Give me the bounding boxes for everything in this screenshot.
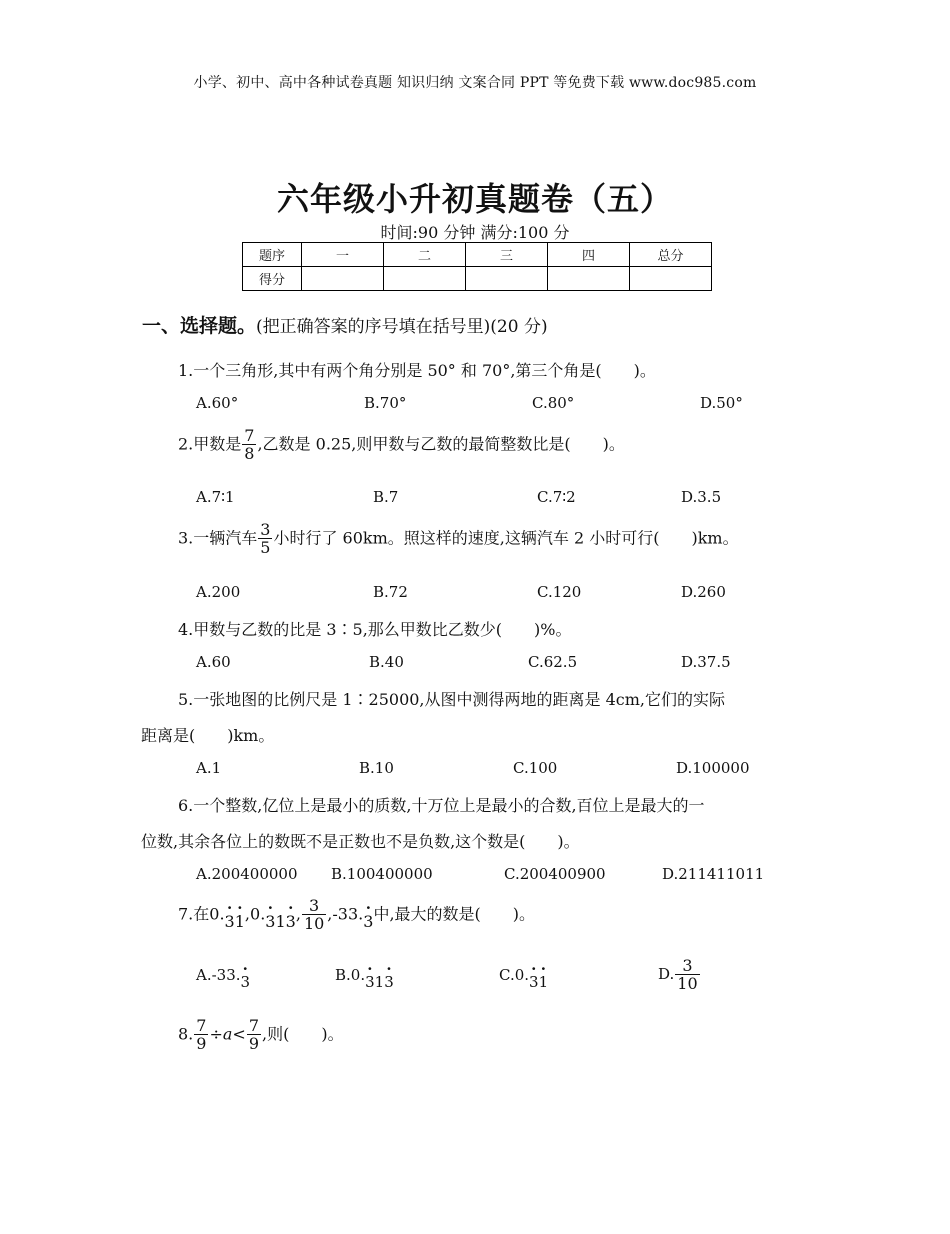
q8-f2-denominator: 9 bbox=[248, 1034, 259, 1053]
q7-n1-repeat-end: · 1 bbox=[235, 912, 245, 931]
q7-n1-int: 0. bbox=[209, 904, 225, 924]
q7-option-b-mid: 1 bbox=[374, 973, 385, 991]
question-2 bbox=[178, 428, 625, 462]
q1-option-b[interactable]: B.70° bbox=[364, 394, 407, 412]
q5-option-c[interactable]: C.100 bbox=[513, 759, 558, 777]
q7-n2-mid: 1 bbox=[275, 911, 286, 931]
score-cell[interactable] bbox=[548, 267, 630, 291]
q7-fraction-numerator: 3 bbox=[309, 896, 320, 915]
section-title: 一、选择题。 bbox=[142, 315, 257, 337]
question-6-line-1: 6.一个整数,亿位上是最小的质数,十万位上是最小的合数,百位上是最大的一 bbox=[178, 796, 705, 815]
q8-f1-denominator: 9 bbox=[196, 1034, 207, 1053]
q3-text-pre: 3.一辆汽车 bbox=[178, 528, 258, 548]
q3-fraction bbox=[258, 522, 272, 556]
q3-text-post: 小时行了 60km。照这样的速度,这辆汽车 2 小时可行( )km。 bbox=[273, 528, 739, 548]
q8-operator: ÷a< bbox=[209, 1024, 246, 1044]
q4-option-b[interactable]: B.40 bbox=[369, 653, 404, 671]
q8-f1-numerator: 7 bbox=[196, 1016, 207, 1035]
score-row-label: 得分 bbox=[243, 267, 302, 291]
q5-option-b[interactable]: B.10 bbox=[359, 759, 394, 777]
score-table bbox=[242, 242, 712, 291]
score-cell[interactable] bbox=[384, 267, 466, 291]
section-heading bbox=[142, 311, 548, 338]
q7-option-c-repeat-end: · 1 bbox=[539, 973, 549, 991]
q7-option-a[interactable] bbox=[196, 966, 251, 991]
score-table-label: 题序 bbox=[243, 243, 302, 267]
question-3 bbox=[178, 522, 739, 556]
q7-option-a-repeat: · 3 bbox=[241, 973, 251, 991]
q7-n1-repeat-start: · 3 bbox=[225, 912, 235, 931]
q7-n2-repeat-end: · 3 bbox=[286, 912, 296, 931]
q2-option-b[interactable]: B.7 bbox=[373, 488, 399, 506]
q6-option-a[interactable]: A.200400000 bbox=[196, 865, 298, 883]
q2-fraction-numerator: 7 bbox=[244, 426, 255, 445]
q6-option-c[interactable]: C.200400900 bbox=[504, 865, 606, 883]
q7-number-3 bbox=[332, 905, 373, 931]
question-1: 1.一个三角形,其中有两个角分别是 50° 和 70°,第三个角是( )。 bbox=[178, 361, 656, 380]
q7-n3-repeat: · 3 bbox=[363, 912, 373, 931]
question-5-line-1: 5.一张地图的比例尺是 1∶25000,从图中测得两地的距离是 4cm,它们的实际 bbox=[178, 690, 726, 709]
section-note: (把正确答案的序号填在括号里)(20 分) bbox=[256, 317, 548, 337]
q2-option-d[interactable]: D.3.5 bbox=[681, 488, 722, 506]
q2-text-post: ,乙数是 0.25,则甲数与乙数的最简整数比是( )。 bbox=[257, 434, 625, 454]
q7-text-post: 中,最大的数是( )。 bbox=[373, 904, 536, 924]
q6-option-d[interactable]: D.211411011 bbox=[662, 865, 765, 883]
q7-option-b-repeat-end: · 3 bbox=[384, 973, 394, 991]
q3-option-a[interactable]: A.200 bbox=[196, 583, 241, 601]
q7-n2-repeat-start: · 3 bbox=[265, 912, 275, 931]
q7-option-b-repeat-start: · 3 bbox=[365, 973, 375, 991]
score-col-1: 一 bbox=[302, 243, 384, 267]
q1-option-a[interactable]: A.60° bbox=[196, 394, 239, 412]
exam-time-score: 时间:90 分钟 满分:100 分 bbox=[380, 223, 570, 242]
q7-option-b[interactable] bbox=[335, 966, 394, 991]
score-table-header-row bbox=[243, 243, 712, 267]
score-col-total: 总分 bbox=[630, 243, 712, 267]
q7-option-c-repeat-start: · 3 bbox=[529, 973, 539, 991]
q2-option-a[interactable]: A.7∶1 bbox=[196, 488, 235, 506]
question-4: 4.甲数与乙数的比是 3∶5,那么甲数比乙数少( )%。 bbox=[178, 620, 572, 639]
score-col-4: 四 bbox=[548, 243, 630, 267]
q5-option-d[interactable]: D.100000 bbox=[676, 759, 750, 777]
question-7: 7.在0.· 3· 1,0.· 31· 3, $\frac{3}{10}$ ,-33.· 3中,最大的数是( )。 bbox=[178, 898, 535, 932]
q8-text-post: ,则( )。 bbox=[262, 1024, 344, 1044]
page-header: 小学、初中、高中各种试卷真题 知识归纳 文案合同 PPT 等免费下载 www.doc985.com bbox=[193, 75, 757, 91]
score-cell[interactable] bbox=[466, 267, 548, 291]
q7-option-d-fraction bbox=[675, 958, 699, 992]
q3-option-b[interactable]: B.72 bbox=[373, 583, 408, 601]
q3-option-c[interactable]: C.120 bbox=[537, 583, 582, 601]
q7-n3-int: -33. bbox=[332, 904, 364, 924]
q8-fraction-2 bbox=[247, 1018, 261, 1052]
q2-option-c[interactable]: C.7∶2 bbox=[537, 488, 576, 506]
q8-fraction-1 bbox=[194, 1018, 208, 1052]
q7-option-b-label: B.0. bbox=[335, 966, 366, 984]
q6-option-b[interactable]: B.100400000 bbox=[331, 865, 433, 883]
q7-option-d-label: D. bbox=[658, 965, 675, 983]
q7-fraction bbox=[302, 898, 326, 932]
score-col-3: 三 bbox=[466, 243, 548, 267]
q2-fraction-denominator: 8 bbox=[244, 444, 255, 463]
q2-text-pre: 2.甲数是 bbox=[178, 434, 242, 454]
score-col-2: 二 bbox=[384, 243, 466, 267]
question-6-line-2: 位数,其余各位上的数既不是正数也不是负数,这个数是( )。 bbox=[141, 832, 580, 851]
question-5-line-2: 距离是( )km。 bbox=[141, 726, 275, 745]
q4-option-a[interactable]: A.60 bbox=[196, 653, 231, 671]
q2-fraction bbox=[242, 428, 256, 462]
q3-fraction-numerator: 3 bbox=[260, 520, 271, 539]
question-8: 8. $\frac{7}{9}$ ÷a< $\frac{7}{9}$ ,则( )。 bbox=[178, 1016, 344, 1053]
q1-option-d[interactable]: D.50° bbox=[700, 394, 743, 412]
q7-fraction-denominator: 10 bbox=[303, 914, 325, 933]
q7-text-pre: 7.在 bbox=[178, 904, 210, 924]
q7-n2-int: 0. bbox=[250, 904, 266, 924]
q3-fraction-denominator: 5 bbox=[260, 538, 271, 557]
page-title: 六年级小升初真题卷（五） bbox=[276, 180, 673, 218]
q7-option-c-label: C.0. bbox=[499, 966, 530, 984]
q5-option-a[interactable]: A.1 bbox=[196, 759, 222, 777]
score-cell[interactable] bbox=[630, 267, 712, 291]
score-cell[interactable] bbox=[302, 267, 384, 291]
q4-option-d[interactable]: D.37.5 bbox=[681, 653, 731, 671]
q7-option-a-label: A.-33. bbox=[196, 966, 241, 984]
q1-option-c[interactable]: C.80° bbox=[532, 394, 575, 412]
q7-number-1 bbox=[209, 905, 245, 931]
q4-option-c[interactable]: C.62.5 bbox=[528, 653, 578, 671]
score-table-score-row bbox=[243, 267, 712, 291]
q7-number-2 bbox=[250, 905, 296, 931]
q7-option-c[interactable] bbox=[499, 966, 549, 991]
q7-option-d-denominator: 10 bbox=[677, 974, 698, 993]
q8-f2-numerator: 7 bbox=[248, 1016, 259, 1035]
q7-option-d[interactable] bbox=[658, 958, 701, 992]
q7-option-d-numerator: 3 bbox=[682, 956, 693, 975]
q3-option-d[interactable]: D.260 bbox=[681, 583, 726, 601]
